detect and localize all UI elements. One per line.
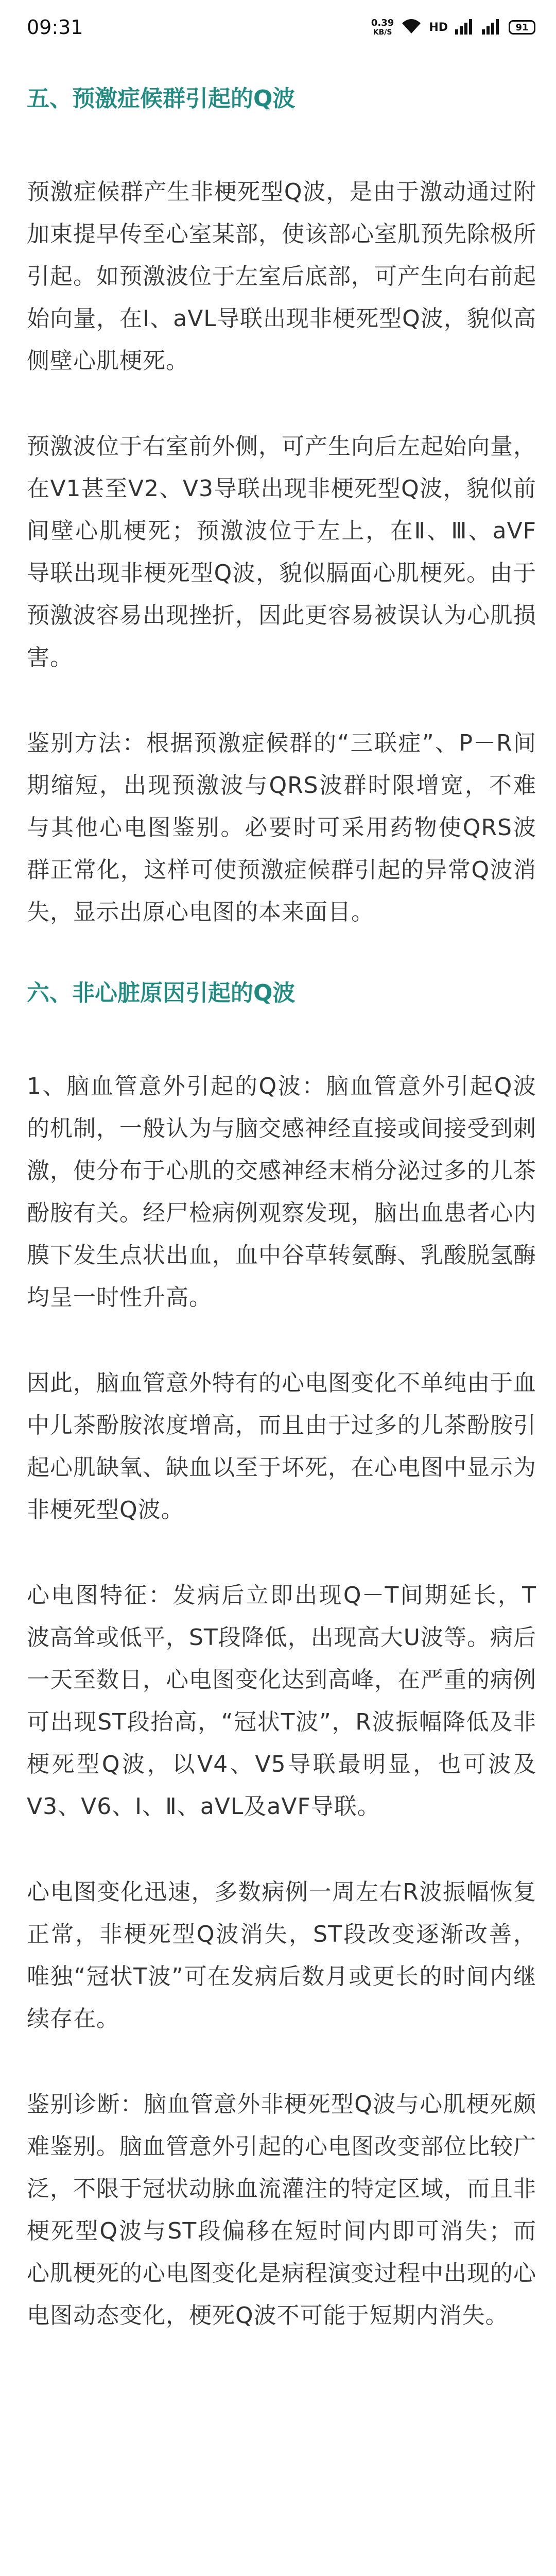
status-bar (0, 0, 556, 55)
article-content (27, 82, 536, 2380)
network-speed (371, 18, 394, 37)
section-heading-noncardiac: 六、非心脏原因引起的Q波 (27, 980, 296, 1006)
paragraph: 1、脑血管意外引起的Q波：脑血管意外引起Q波的机制，一般认为与脑交感神经直接或间接受到刺激，使分布于心肌的交感神经末梢分泌过多的儿茶酚胺有关。经尸检病例观察发现，脑出血患者心内膜下发生点状出血，血中谷草转氨酶、乳酸脱氢酶均呈一时性升高。 (27, 1073, 536, 1311)
paragraph: 因此，脑血管意外特有的心电图变化不单纯由于血中儿茶酚胺浓度增高，而且由于过多的儿茶酚胺引起心肌缺氧、缺血以至于坏死，在心电图中显示为非梗死型Q波。 (27, 1370, 536, 1523)
network-speed-value: 0.39 (371, 18, 394, 28)
network-speed-unit: KB/S (373, 28, 392, 37)
paragraph: 鉴别诊断：脑血管意外非梗死型Q波与心肌梗死颇难鉴别。脑血管意外引起的心电图改变部位比较广泛，不限于冠状动脉血流灌注的特定区域，而且非梗死型Q波与ST段偏移在短时间内即可消失；而心肌梗死的心电图变化是病程演变过程中出现的心电图动态变化，梗死Q波不可能于短期内消失。 (27, 2091, 536, 2329)
status-time: 09:31 (27, 16, 83, 39)
paragraph: 预激波位于右室前外侧，可产生向后左起始向量，在V1甚至V2、V3导联出现非梗死型Q波，貌似前间壁心肌梗死；预激波位于左上，在Ⅱ、Ⅲ、aVF导联出现非梗死型Q波，貌似膈面心肌梗死。由于预激波容易出现挫折，因此更容易被误认为心肌损害。 (27, 433, 536, 671)
paragraph: 心电图特征：发病后立即出现Q－T间期延长，T波高耸或低平，ST段降低，出现高大U波等。病后一天至数日，心电图变化达到高峰，在严重的病例可出现ST段抬高，“冠状T波”，R波振幅降低及非梗死型Q波，以V4、V5导联最明显，也可波及V3、V6、Ⅰ、Ⅱ、aVL及aVF导联。 (27, 1582, 537, 1820)
battery-icon: 91 (509, 20, 535, 35)
paragraph: 鉴别方法：根据预激症候群的“三联症”、P－R间期缩短，出现预激波与QRS波群时限增宽，不难与其他心电图鉴别。必要时可采用药物使QRS波群正常化，这样可使预激症候群引起的异常Q波消失，显示出原心电图的本来面目。 (27, 730, 536, 925)
section-heading-preexcitation: 五、预激症候群引起的Q波 (27, 86, 296, 112)
wifi-icon (401, 18, 422, 37)
status-icons (371, 15, 535, 39)
signal-icon-2 (482, 18, 501, 37)
signal-icon (455, 18, 475, 37)
paragraph: 心电图变化迅速，多数病例一周左右R波振幅恢复正常，非梗死型Q波消失，ST段改变逐渐改善，唯独“冠状T波”可在发病后数月或更长的时间内继续存在。 (27, 1879, 536, 2032)
hd-label: HD (429, 21, 448, 34)
paragraph: 预激症候群产生非梗死型Q波，是由于激动通过附加束提早传至心室某部，使该部心室肌预先除极所引起。如预激波位于左室后底部，可产生向右前起始向量，在Ⅰ、aVL导联出现非梗死型Q波，貌似高侧壁心肌梗死。 (27, 179, 536, 374)
